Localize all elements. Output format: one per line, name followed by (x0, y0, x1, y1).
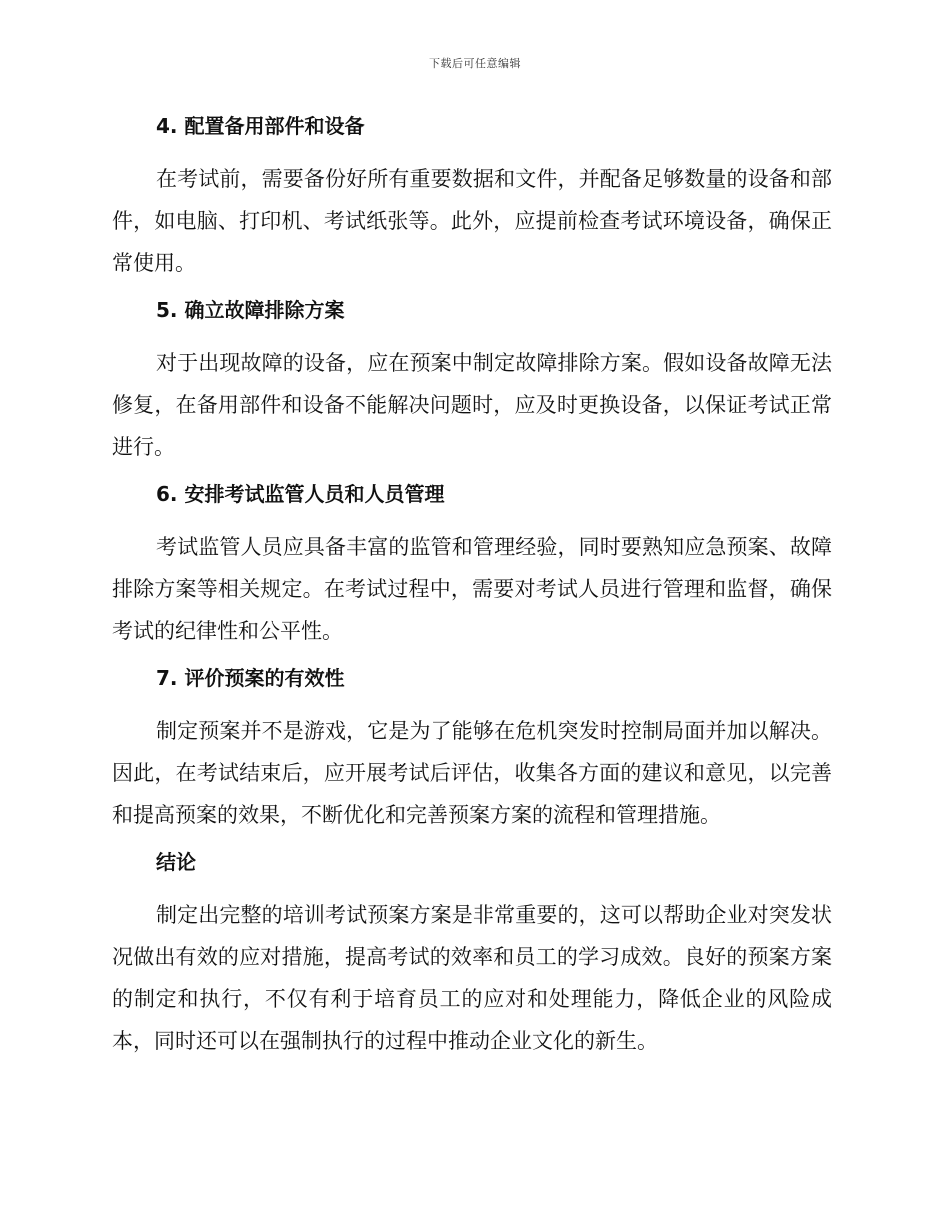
section-5 (112, 296, 832, 468)
section-6 (112, 480, 832, 652)
section-paragraph: 制定出完整的培训考试预案方案是非常重要的，这可以帮助企业对突发状况做出有效的应对措施，提高考试的效率和员工的学习成效。良好的预案方案的制定和执行，不仅有利于培育员工的应对和处理能力，降低企业的风险成本，同时还可以在强制执行的过程中推动企业文化的新生。 (112, 903, 832, 1053)
section-heading: 7. 评价预案的有效性 (156, 666, 345, 690)
section-heading: 结论 (156, 850, 196, 874)
document-body (112, 112, 832, 1074)
section-paragraph: 在考试前，需要备份好所有重要数据和文件，并配备足够数量的设备和部件，如电脑、打印机、考试纸张等。此外，应提前检查考试环境设备，确保正常使用。 (112, 167, 832, 275)
section-conclusion (112, 848, 832, 1062)
section-paragraph: 制定预案并不是游戏，它是为了能够在危机突发时控制局面并加以解决。因此，在考试结束后，应开展考试后评估，收集各方面的建议和意见，以完善和提高预案的效果，不断优化和完善预案方案的流程和管理措施。 (112, 719, 832, 827)
section-4 (112, 112, 832, 284)
section-7 (112, 664, 832, 836)
section-heading: 6. 安排考试监管人员和人员管理 (156, 482, 445, 506)
section-heading: 4. 配置备用部件和设备 (156, 114, 365, 138)
page-header: 下载后可任意编辑 (429, 57, 521, 70)
section-paragraph: 对于出现故障的设备，应在预案中制定故障排除方案。假如设备故障无法修复，在备用部件和设备不能解决问题时，应及时更换设备，以保证考试正常进行。 (112, 351, 832, 459)
section-paragraph: 考试监管人员应具备丰富的监管和管理经验，同时要熟知应急预案、故障排除方案等相关规定。在考试过程中，需要对考试人员进行管理和监督，确保考试的纪律性和公平性。 (112, 535, 832, 643)
section-heading: 5. 确立故障排除方案 (156, 298, 345, 322)
